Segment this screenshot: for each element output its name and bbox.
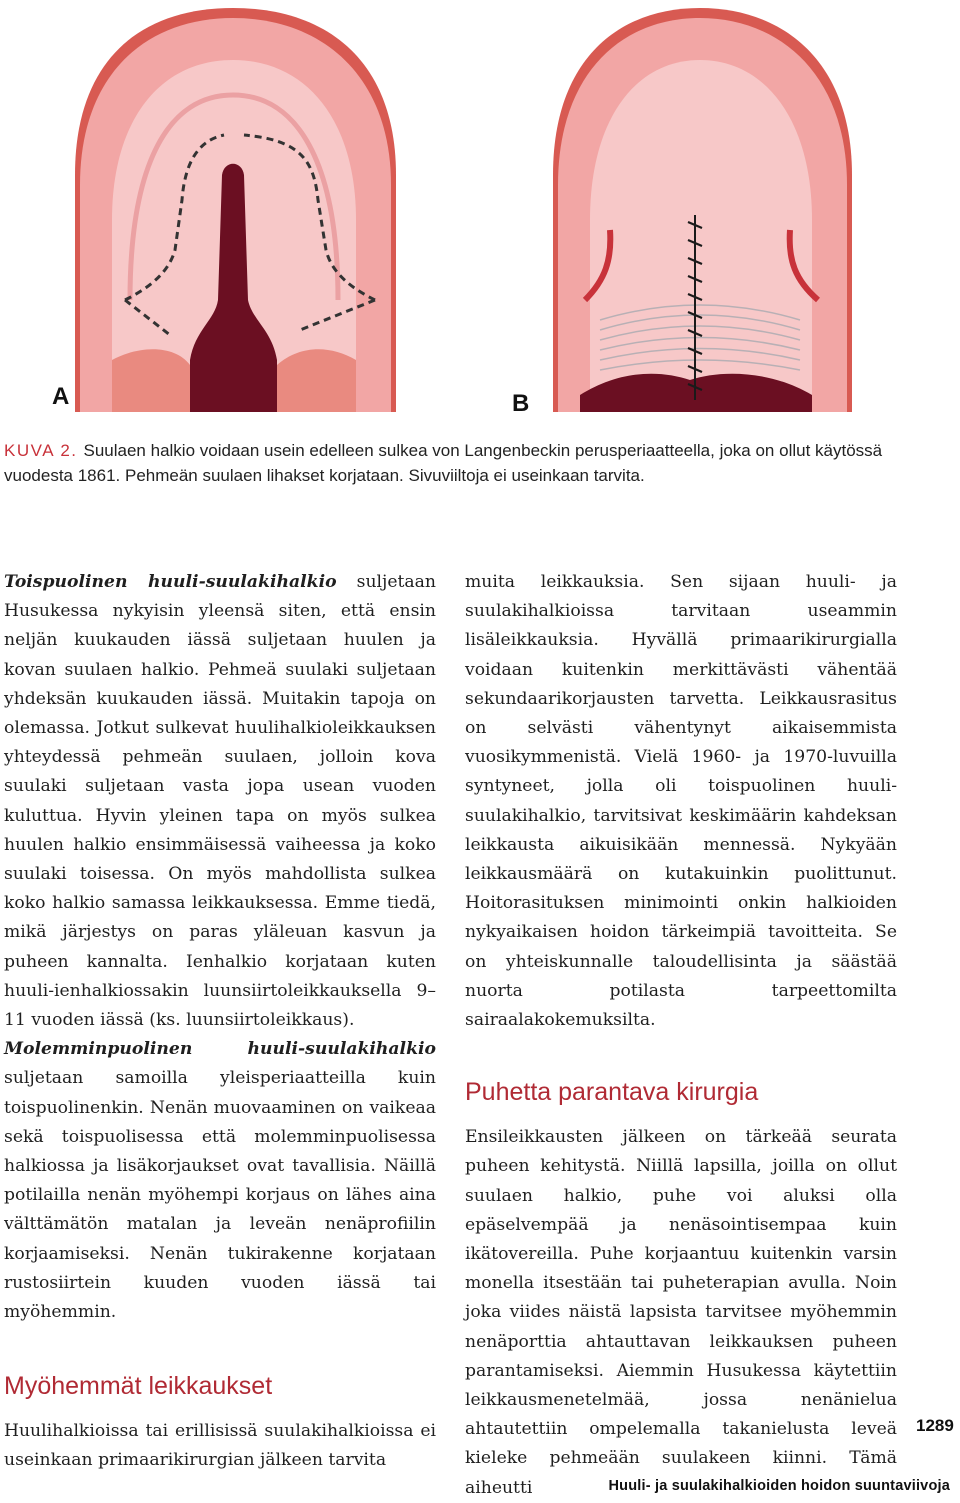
figure-palate-illustration bbox=[0, 0, 960, 430]
diagram-b-palate bbox=[590, 60, 812, 412]
paragraph-toispuolinen bbox=[4, 568, 436, 1035]
running-footer: Huuli- ja suulakihalkioiden hoidon suuntaviivoja bbox=[608, 1478, 950, 1494]
paragraph-text-molemminpuolinen: suljetaan samoilla yleisperiaatteilla kuin toispuolinenkin. Nenän muovaaminen on vaikeaa sekä toispuolisessa että molemminpuolisessa halkiossa ja lisäkorjaukset ovat tavallisia. Näillä potilailla nenän myöhempi korjaus on lähes aina välttämätön matalan ja leveän nenäprofiilin korjaamiseksi. Nenän tukirakenne korjataan rustosiirtein kuuden vuoden iässä tai myöhemmin. bbox=[4, 1068, 436, 1323]
figure-label-b: B bbox=[512, 390, 530, 417]
caption-text: Suulaen halkio voidaan usein edelleen sulkea von Langenbeckin perusperiaatteella, joka on ollut käytössä vuodesta 1861. Pehmeän suulaen lihakset korjataan. Sivuviiltoja ei useinkaan tarvita. bbox=[4, 441, 883, 485]
paragraph-text-toispuolinen: suljetaan Husukessa nykyisin yleensä siten, että ensin neljän kuukauden iässä suljetaan huulen ja kovan suulaen halkio. Pehmeä suulaki suljetaan yhdeksän kuukauden iässä. Muitakin tapoja on olemassa. Jotkut sulkevat huulihalkioleikkauksen yhteydessä pehmeän suulaen, jolloin kova suulaki suljetaan vasta jopa usean vuoden kuluttua. Hyvin yleinen tapa on myös sulkea huulen halkio ensimmäisessä vaiheessa ja koko suulaki toisessa. On myös mahdollista sulkea koko halkio samassa leikkauksessa. Emme tiedä, mikä järjestys on paras yläleuan kasvun ja puheen kannalta. Ienhalkio korjataan kuten huuli-ienhalkiossakin luunsiirtoleikkauksella 9–11 vuoden iässä (ks. luunsiirtoleikkaus). bbox=[4, 572, 436, 1031]
palate-diagrams bbox=[0, 0, 960, 430]
page-number: 1289 bbox=[916, 1416, 954, 1435]
figure-caption bbox=[4, 438, 904, 488]
right-column bbox=[465, 568, 897, 1503]
paragraph-lead-toispuolinen: Toispuolinen huuli-suulakihalkio bbox=[4, 572, 337, 592]
diagram-b bbox=[553, 8, 852, 412]
paragraph-lead-molemminpuolinen: Molemminpuolinen huuli-suulakihalkio bbox=[4, 1039, 436, 1060]
paragraph-molemminpuolinen bbox=[4, 1035, 436, 1327]
diagram-a bbox=[75, 8, 396, 412]
paragraph-puhe: Ensileikkausten jälkeen on tärkeää seurata puheen kehitystä. Niillä lapsilla, joilla on ollut suulaen halkio, puhe voi aluksi olla epäselvempää ja nenäsointisempaa kuin ikätovereilla. Puhe korjaantuu kuitenkin varsin monella itsestään tai puheterapian avulla. Noin joka viides näistä lapsista tarvitsee myöhemmin nenäporttia ahtauttavan leikkauksen puheen parantamiseksi. Aiemmin Husukessa käytettiin leikkausmenetelmää, jossa nenänielua ahtautettiin ompelemalla takanielusta leveä kieleke pehmeään suulakeen kiinni. Tämä aiheutti bbox=[465, 1127, 897, 1498]
section-heading-myohemmat: Myöhemmät leikkaukset bbox=[4, 1372, 273, 1401]
caption-figure-number: KUVA 2. bbox=[4, 441, 78, 460]
section-heading-puhe: Puhetta parantava kirurgia bbox=[465, 1078, 759, 1107]
figure-label-a: A bbox=[52, 383, 70, 410]
paragraph-myohemmat: Huulihalkioissa tai erillisissä suulakihalkioissa ei useinkaan primaarikirurgian jälkeen tarvita bbox=[4, 1421, 436, 1471]
left-column bbox=[4, 568, 436, 1476]
paragraph-lisaleikkaukset: muita leikkauksia. Sen sijaan huuli- ja suulakihalkioissa tarvitaan useammin lisäleikkauksia. Hyvällä primaarikirurgialla voidaan kuitenkin merkittävästi vähentää sekundaarikorjausten tarvetta. Leikkausrasitus on selvästi vähentynyt aikaisemmista vuosikymmenistä. Vielä 1960- ja 1970-luvuilla syntyneet, jolla oli toispuolinen huuli-suulakihalkio, tarvitsivat keskimäärin kahdeksan leikkausta aikuisikään mennessä. Nykyään leikkausmäärä on kutakuinkin puolittunut. Hoitorasituksen minimointi onkin halkioiden nykyaikaisen hoidon tärkeimpiä tavoitteita. Se on yhteiskunnalle taloudellisinta ja säästää nuorta potilasta tarpeettomilta sairaalakokemuksilta. bbox=[465, 572, 897, 1031]
